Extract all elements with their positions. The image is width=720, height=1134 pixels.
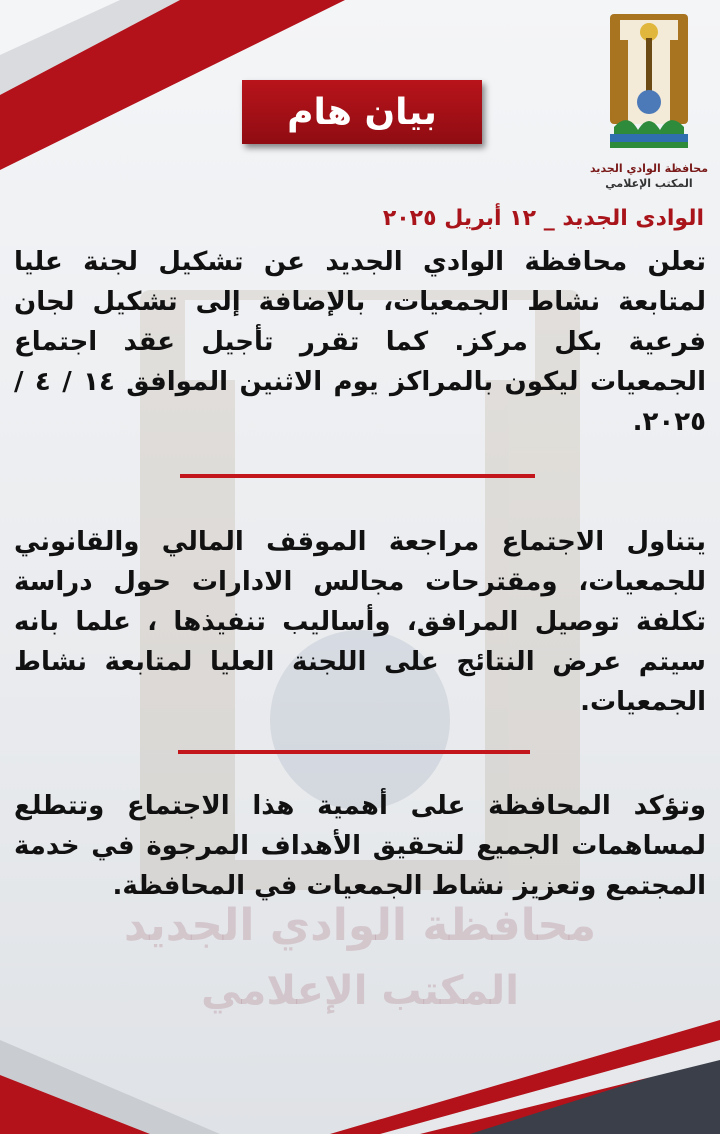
announcement-title-box — [242, 80, 482, 144]
watermark-line-2: المكتب الإعلامي — [201, 968, 519, 1014]
logo-caption-media-office: المكتب الإعلامي — [605, 177, 693, 190]
divider-2 — [178, 750, 530, 754]
divider-1 — [180, 474, 535, 478]
governorate-emblem-icon — [608, 12, 690, 160]
announcement-title: بيان هام — [287, 91, 437, 133]
paragraph-3: وتؤكد المحافظة على أهمية هذا الاجتماع وتتطلع لمساهمات الجميع لتحقيق الأهداف المرجوة في خدمة المجتمع وتعزيز نشاط الجمعيات في المحافظة. — [14, 791, 706, 901]
watermark-line-1: محافظة الوادي الجديد — [123, 900, 597, 951]
paragraph-1: تعلن محافظة الوادي الجديد عن تشكيل لجنة عليا لمتابعة نشاط الجمعيات، بالإضافة إلى تشكيل لجان فرعية بكل مركز. كما تقرر تأجيل عقد اجتماع الجمعيات ليكون بالمراكز يوم الاثنين الموافق ١٤ / ٤ / ٢٠٢٥. — [14, 247, 706, 437]
paragraph-2: يتناول الاجتماع مراجعة الموقف المالي والقانوني للجمعيات، ومقترحات مجالس الادارات حول دراسة تكلفة توصيل المرافق، وأساليب تنفيذها ، علما بانه سيتم عرض النتائج على اللجنة العليا لمتابعة نشاط الجمعيات. — [14, 527, 706, 717]
dateline: الوادى الجديد _ ١٢ أبريل ٢٠٢٥ — [382, 206, 704, 231]
governorate-logo — [588, 12, 710, 190]
logo-caption-governorate: محافظة الوادي الجديد — [589, 162, 709, 175]
